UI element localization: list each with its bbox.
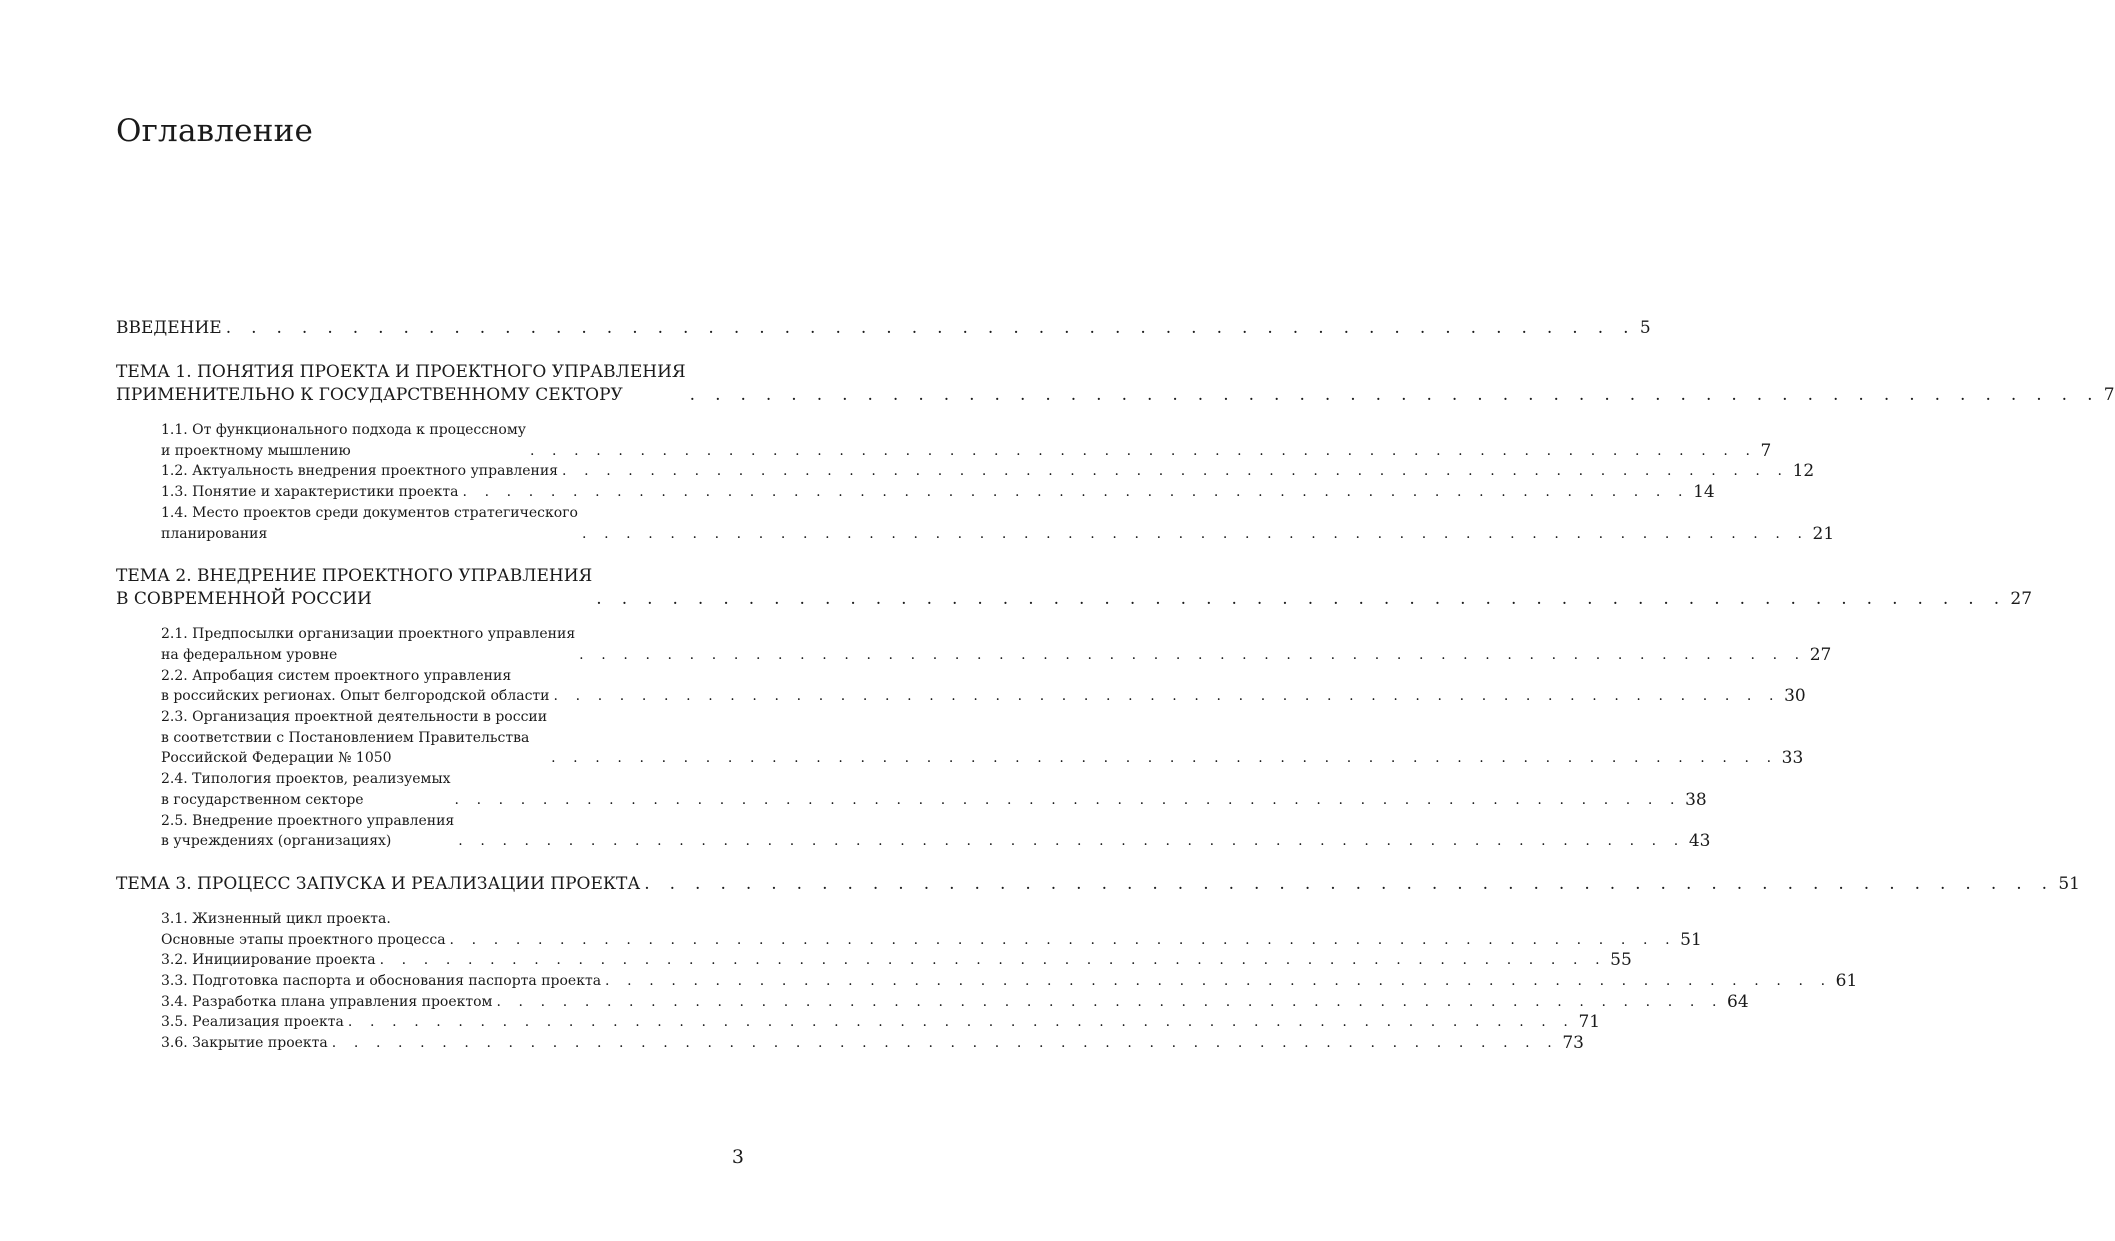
toc-entry-page: 7 [2103,385,2115,405]
toc-entry-2-2 [161,666,1806,707]
toc-entry-text: 1.3. Понятие и характеристики проекта [161,484,459,501]
toc-entry-page: 21 [1812,523,1835,544]
toc-entry-page: 27 [1809,644,1832,665]
toc-entry-page: 12 [1792,461,1815,482]
toc-entry-page: 30 [1784,686,1806,707]
toc-entry-1-4 [161,503,1835,544]
toc-entry-3-2 [161,950,1632,971]
toc-entry-text: ВВЕДЕНИЕ [116,318,222,338]
toc-leader: . . . . . . . . . . . . . . . . . . . . . . . . . . . . . . . . . . . . . . . . . . . . . . . . . . . . . . . . [347,1014,1575,1031]
toc-entry-1-3 [161,482,1715,503]
toc-leader: . . . . . . . . . . . . . . . . . . . . . . . . . . . . . . . . . . . . . . . . . . . . . . . . . . . . . . . . [579,646,1806,663]
toc-entry-text: 1.4. Место проектов среди документов стратегического планирования [161,504,578,542]
toc-entry-page: 61 [1835,971,1858,992]
toc-entry-text: 3.5. Реализация проекта [161,1014,344,1031]
toc-entry-topic-2 [116,565,2033,611]
toc-entry-topic-1 [116,361,2115,407]
toc-entry-topic-3 [116,873,2080,896]
toc-leader: . . . . . . . . . . . . . . . . . . . . . . . . . . . . . . . . . . . . . . . . . . . . . . . . . . . . . . . . [458,833,1685,850]
toc-entry-intro [116,317,1651,340]
toc-entry-page: 5 [1639,318,1651,338]
toc-entry-page: 43 [1688,831,1711,852]
toc-leader: . . . . . . . . . . . . . . . . . . . . . . . . . . . . . . . . . . . . . . . . . . . . . . . . . . . . . . . . [496,993,1724,1010]
toc-entry-text: 3.3. Подготовка паспорта и обоснования паспорта проекта [161,973,602,990]
toc-entry-2-1 [161,624,1832,665]
toc-entry-page: 7 [1760,440,1772,461]
toc-entry-page: 73 [1562,1033,1584,1054]
toc-entry-page: 64 [1727,991,1749,1012]
page-title: Оглавление [116,113,313,149]
toc-entry-3-1 [161,909,1702,950]
toc-entry-3-6 [161,1033,1584,1054]
toc-entry-text: 1.1. От функционального подхода к процессному и проектному мышлению [161,422,526,459]
toc-leader: . . . . . . . . . . . . . . . . . . . . . . . . . . . . . . . . . . . . . . . . . . . . . . . . . . . . . . . . [449,931,1677,948]
toc-entry-text: 3.1. Жизненный цикл проекта. Основные этапы проектного процесса [161,910,446,948]
toc-entry-1-2 [161,461,1815,482]
toc-entry-page: 27 [2010,589,2033,610]
toc-entry-2-5 [161,811,1711,852]
toc-entry-text: 2.5. Внедрение проектного управления в учреждениях (организациях) [161,812,455,850]
toc-entry-2-4 [161,769,1707,810]
toc-entry-text: ТЕМА 1. ПОНЯТИЯ ПРОЕКТА И ПРОЕКТНОГО УПРАВЛЕНИЯ ПРИМЕНИТЕЛЬНО К ГОСУДАРСТВЕННОМУ СЕКТОРУ [116,362,686,405]
toc-leader: . . . . . . . . . . . . . . . . . . . . . . . . . . . . . . . . . . . . . . . . . . . . . . . . . . . . . . . . [581,525,1809,542]
toc-entry-text: ТЕМА 3. ПРОЦЕСС ЗАПУСКА И РЕАЛИЗАЦИИ ПРОЕКТА [116,873,641,894]
toc-entry-page: 38 [1685,789,1707,810]
toc-entry-page: 71 [1578,1012,1601,1033]
toc-leader: . . . . . . . . . . . . . . . . . . . . . . . . . . . . . . . . . . . . . . . . . . . . . . . . . . . . . . . . [551,750,1778,767]
toc-leader: . . . . . . . . . . . . . . . . . . . . . . . . . . . . . . . . . . . . . . . . . . . . . . . . . . . . . . . . [462,484,1690,501]
toc-entry-text: ТЕМА 2. ВНЕДРЕНИЕ ПРОЕКТНОГО УПРАВЛЕНИЯ В СОВРЕМЕННОЙ РОССИИ [116,566,593,610]
toc-entry-3-5 [161,1012,1601,1033]
toc-entry-text: 2.2. Апробация систем проектного управления в российских регионах. Опыт белгородской области [161,667,550,705]
toc-entry-2-3 [161,707,1804,769]
table-of-contents [116,317,2115,1054]
toc-entry-text: 2.1. Предпосылки организации проектного управления на федеральном уровне [161,626,576,663]
toc-entry-3-3 [161,971,1858,992]
toc-leader: . . . . . . . . . . . . . . . . . . . . . . . . . . . . . . . . . . . . . . . . . . . . . . . . . . . . . . . . [596,589,2007,610]
toc-entry-page: 51 [1680,929,1702,950]
toc-entry-page: 51 [2058,873,2080,894]
toc-entry-text: 3.4. Разработка плана управления проектом [161,993,493,1010]
toc-entry-text: 3.6. Закрытие проекта [161,1035,328,1052]
toc-leader: . . . . . . . . . . . . . . . . . . . . . . . . . . . . . . . . . . . . . . . . . . . . . . . . . . . . . . . . [644,873,2055,894]
toc-leader: . . . . . . . . . . . . . . . . . . . . . . . . . . . . . . . . . . . . . . . . . . . . . . . . . . . . . . . . [529,442,1757,459]
toc-entry-page: 55 [1610,950,1632,971]
toc-entry-page: 33 [1781,748,1804,769]
toc-leader: . . . . . . . . . . . . . . . . . . . . . . . . . . . . . . . . . . . . . . . . . . . . . . . . . . . . . . . . [454,791,1682,808]
toc-leader: . . . . . . . . . . . . . . . . . . . . . . . . . . . . . . . . . . . . . . . . . . . . . . . . . . . . . . . . [331,1035,1559,1052]
toc-entry-text: 1.2. Актуальность внедрения проектного управления [161,463,558,480]
toc-entry-text: 2.3. Организация проектной деятельности в россии в соответствии с Постановлением Правительства Российской Федерации № 1050 [161,709,548,767]
toc-leader: . . . . . . . . . . . . . . . . . . . . . . . . . . . . . . . . . . . . . . . . . . . . . . . . . . . . . . . . [605,973,1832,990]
page-number: 3 [731,1146,744,1168]
toc-entry-page: 14 [1693,482,1715,503]
toc-leader: . . . . . . . . . . . . . . . . . . . . . . . . . . . . . . . . . . . . . . . . . . . . . . . . . . . . . . . . [562,463,1789,480]
toc-leader: . . . . . . . . . . . . . . . . . . . . . . . . . . . . . . . . . . . . . . . . . . . . . . . . . . . . . . . . [379,952,1607,969]
toc-leader: . . . . . . . . . . . . . . . . . . . . . . . . . . . . . . . . . . . . . . . . . . . . . . . . . . . . . . . . [553,688,1781,705]
toc-entry-text: 2.4. Типология проектов, реализуемых в государственном секторе [161,771,451,808]
toc-leader: . . . . . . . . . . . . . . . . . . . . . . . . . . . . . . . . . . . . . . . . . . . . . . . . . . . . . . . . [689,385,2100,405]
toc-entry-text: 3.2. Инициирование проекта [161,952,376,969]
toc-leader: . . . . . . . . . . . . . . . . . . . . . . . . . . . . . . . . . . . . . . . . . . . . . . . . . . . . . . . . [225,318,1636,338]
toc-entry-3-4 [161,991,1749,1013]
toc-entry-1-1 [161,420,1772,461]
